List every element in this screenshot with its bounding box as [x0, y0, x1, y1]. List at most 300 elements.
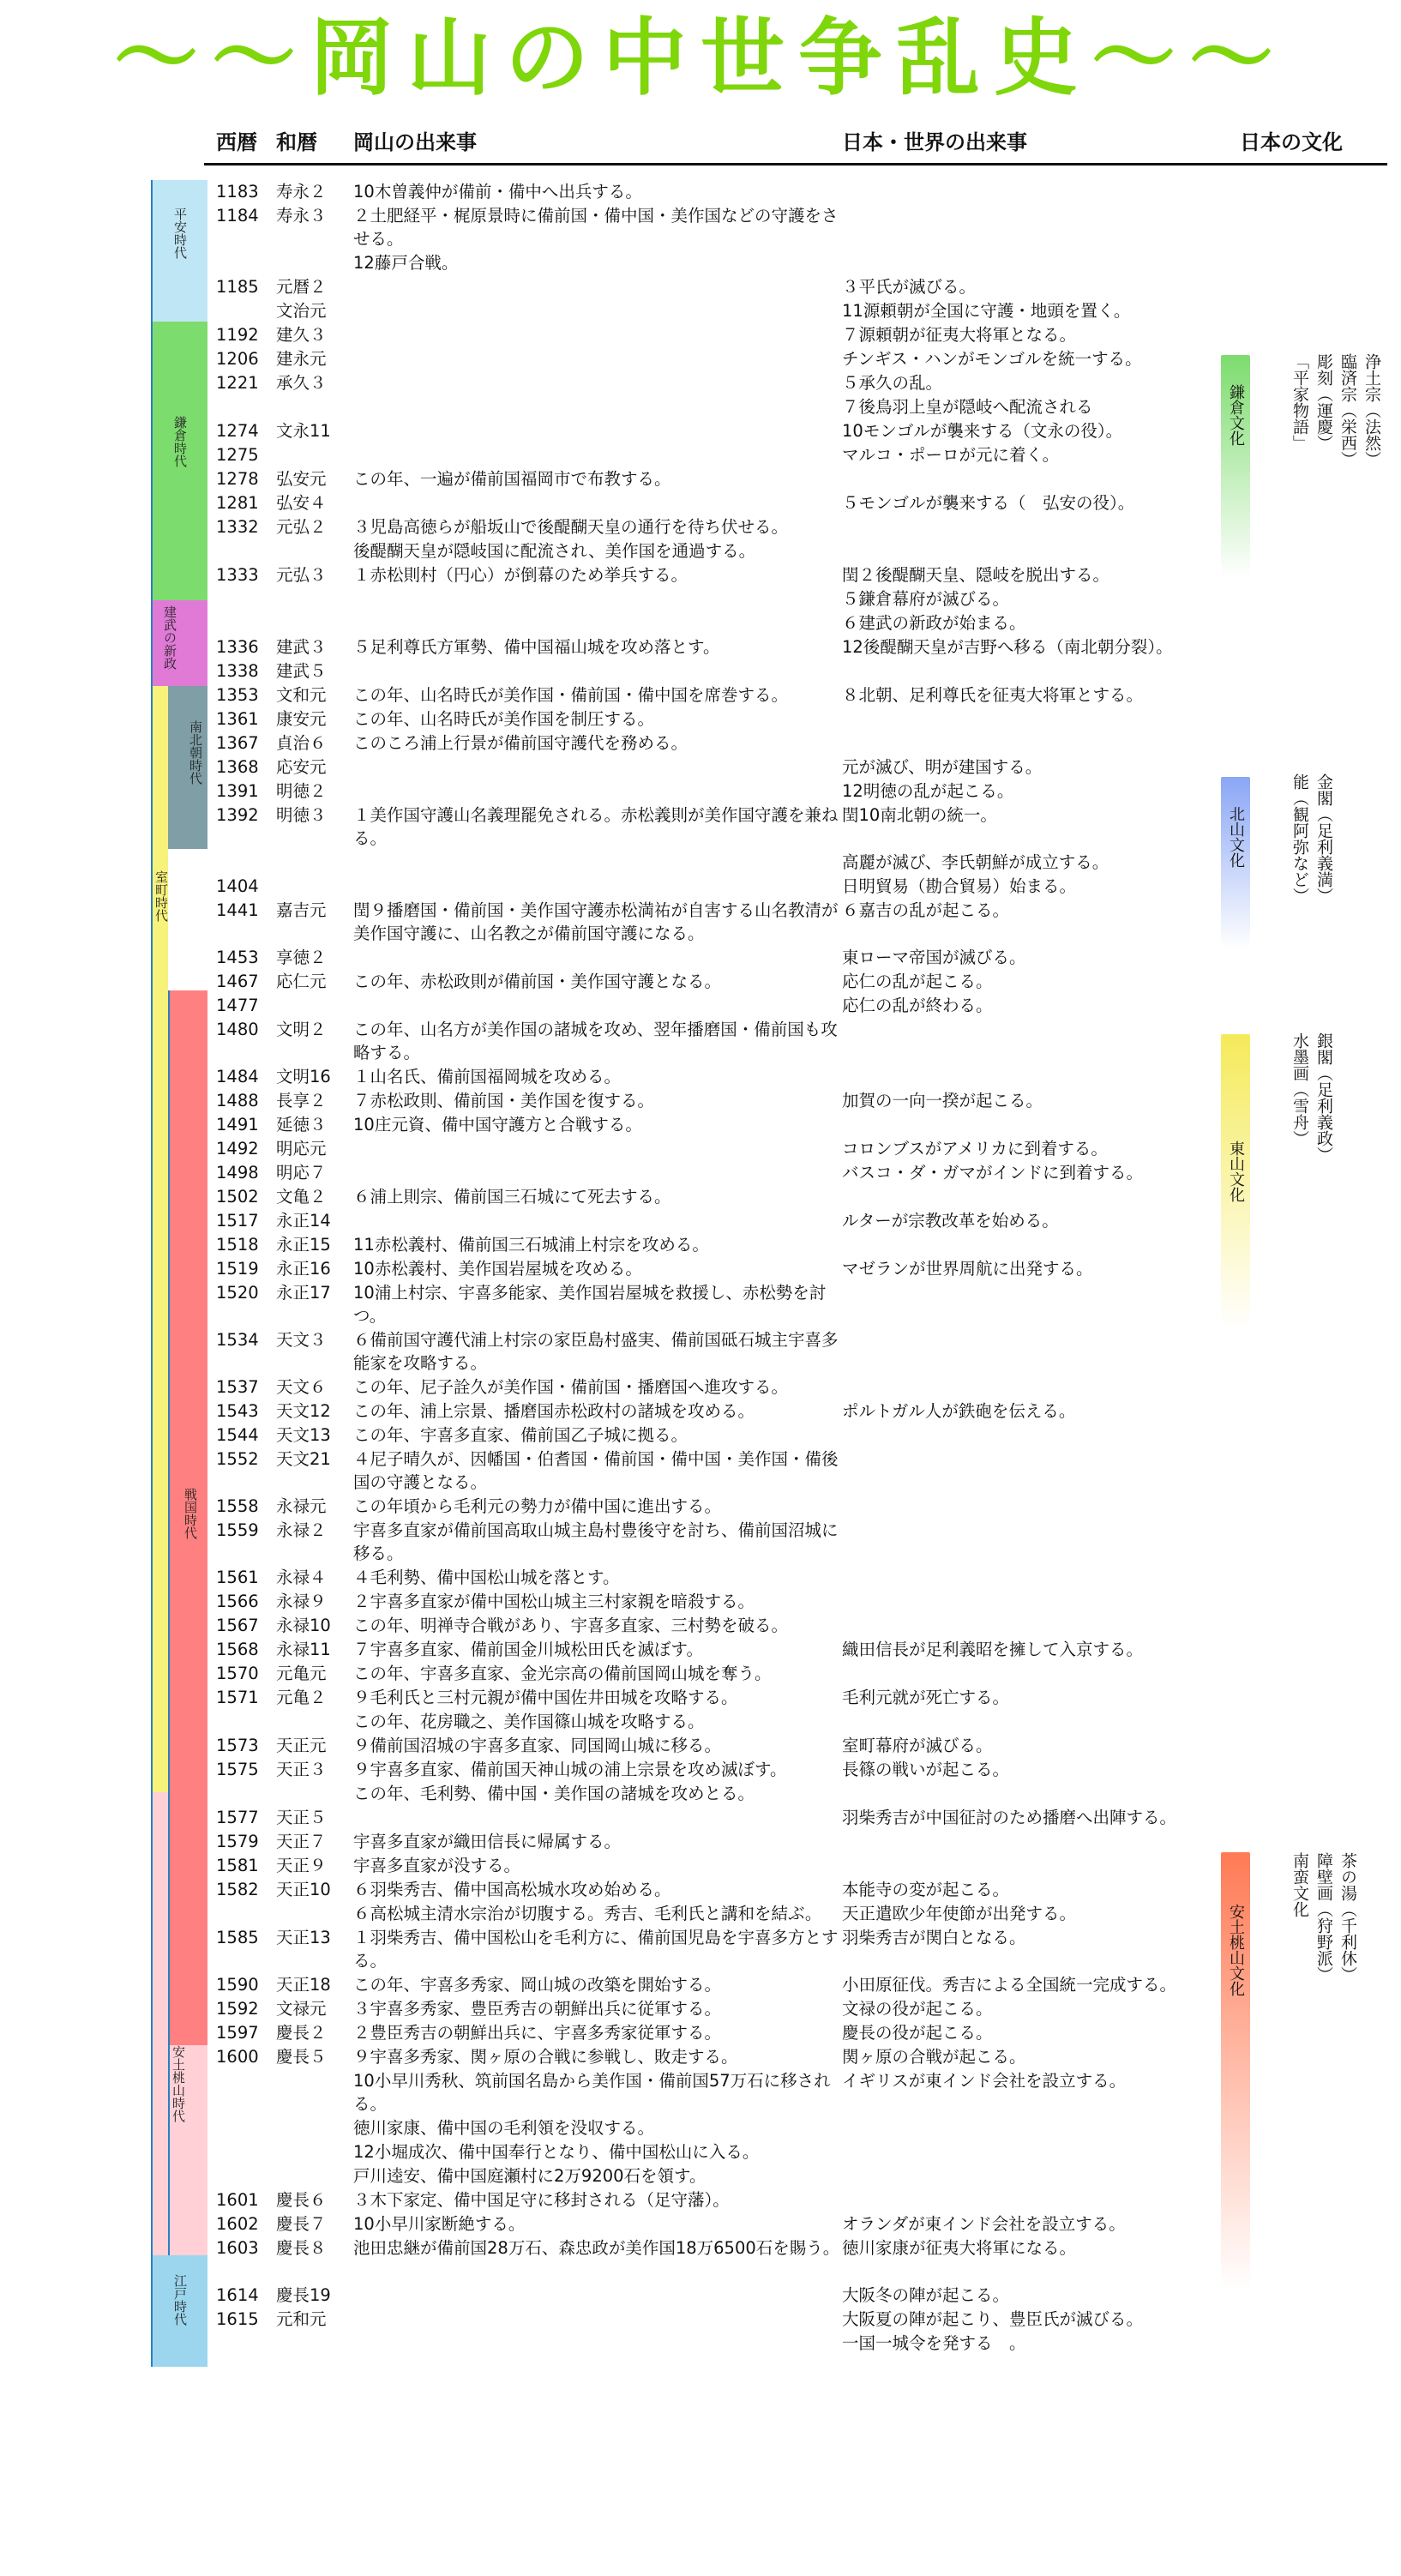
okayama-event-cell: この年、花房職之、美作国篠山城を攻略する。 [353, 1712, 705, 1731]
table-row [216, 1782, 1288, 1805]
world-event-cell: 慶長の役が起こる。 [842, 2023, 993, 2043]
year-cell: 1278 [216, 469, 259, 489]
world-event-cell: オランダが東インド会社を設立する。 [842, 2214, 1126, 2234]
wareki-cell: 天正９ [276, 1856, 327, 1875]
year-cell: 1333 [216, 565, 259, 585]
wareki-cell: 天正５ [276, 1808, 327, 1827]
table-row [216, 515, 1288, 539]
world-event-cell: 織田信長が足利義昭を擁して入京する。 [842, 1640, 1144, 1659]
okayama-event-cell: 宇喜多直家が織田信長に帰属する。 [353, 1832, 622, 1851]
table-row [216, 1281, 1288, 1327]
wareki-cell: 天正18 [276, 1975, 331, 1995]
table-row [216, 683, 1288, 707]
table-row [216, 2308, 1288, 2331]
header-culture: 日本の文化 [1240, 130, 1343, 154]
world-event-cell: 応仁の乱が終わる。 [842, 996, 993, 1015]
year-cell: 1480 [216, 1020, 259, 1039]
era-nanbokucho: 南北朝時代 [151, 686, 207, 849]
table-row [216, 1758, 1288, 1781]
header-okayama: 岡山の出来事 [353, 130, 477, 154]
table-row [216, 611, 1288, 635]
okayama-event-cell: 10木曽義仲が備前・備中へ出兵する。 [353, 182, 642, 202]
table-row [216, 899, 1288, 945]
world-event-cell: コロンブスがアメリカに到着する。 [842, 1139, 1108, 1159]
okayama-event-cell: この年、赤松政則が備前国・美作国守護となる。 [353, 972, 722, 991]
world-event-cell: ５鎌倉幕府が滅びる。 [842, 589, 1010, 609]
table-row [216, 1065, 1288, 1088]
table-row [216, 443, 1288, 466]
year-cell: 1579 [216, 1832, 259, 1851]
table-row [216, 419, 1288, 442]
wareki-cell: 文明16 [276, 1067, 331, 1086]
year-cell: 1614 [216, 2285, 259, 2305]
okayama-event-cell: １羽柴秀吉、備中国松山を毛利方に、備前国児島を宇喜多方とする。 [353, 1928, 839, 1971]
okayama-event-cell: この年、尼子詮久が美作国・備前国・播磨国へ進攻する。 [353, 1377, 789, 1397]
wareki-cell: 慶長８ [276, 2238, 327, 2258]
table-row [216, 2236, 1288, 2283]
era-kenmu: 建武の新政 [151, 600, 207, 686]
world-event-cell: 加賀の一向一揆が起こる。 [842, 1091, 1043, 1110]
year-cell: 1206 [216, 349, 259, 369]
okayama-event-cell: 10庄元資、備中国守護方と合戦する。 [353, 1115, 642, 1135]
year-cell: 1221 [216, 373, 259, 393]
era-azuchi-momoyama: 安土桃山時代 [168, 2045, 207, 2255]
wareki-cell: 明応元 [276, 1139, 327, 1159]
table-row [216, 946, 1288, 969]
wareki-cell: 慶長２ [276, 2023, 327, 2043]
year-cell: 1518 [216, 1235, 259, 1255]
okayama-event-cell: ７宇喜多直家、備前国金川城松田氏を滅ぼす。 [353, 1640, 703, 1659]
table-row [216, 2021, 1288, 2044]
okayama-event-cell: 後醍醐天皇が隠岐国に配流され、美作国を通過する。 [353, 541, 756, 561]
okayama-event-cell: この年、一遍が備前国福岡市で布教する。 [353, 469, 671, 489]
year-cell: 1484 [216, 1067, 259, 1086]
table-row [216, 2332, 1288, 2355]
world-event-cell: ポルトガル人が鉄砲を伝える。 [842, 1401, 1076, 1421]
year-cell: 1453 [216, 948, 259, 967]
world-event-cell: ６嘉吉の乱が起こる。 [842, 900, 1010, 920]
wareki-cell: 天正13 [276, 1928, 331, 1947]
okayama-event-cell: ２宇喜多直家が備中国松山城主三村家親を暗殺する。 [353, 1592, 755, 1611]
wareki-cell: 永禄10 [276, 1616, 331, 1635]
wareki-cell: 貞治６ [276, 733, 327, 753]
okayama-event-cell: 徳川家康、備中国の毛利領を没収する。 [353, 2118, 655, 2138]
year-cell: 1332 [216, 517, 259, 537]
table-row [216, 1375, 1288, 1399]
wareki-cell: 天文３ [276, 1330, 327, 1350]
year-cell: 1597 [216, 2023, 259, 2043]
okayama-event-cell: 10小早川秀秋、筑前国名島から美作国・備前国57万石に移される。 [353, 2071, 831, 2114]
table-row [216, 2188, 1288, 2212]
year-cell: 1477 [216, 996, 259, 1015]
header-divider [204, 163, 1387, 166]
year-cell: 1274 [216, 421, 259, 441]
header-seireki: 西暦 [216, 130, 257, 154]
world-event-cell: 一国一城令を発する 。 [842, 2333, 1026, 2353]
world-event-cell: 毛利元就が死亡する。 [842, 1688, 1010, 1707]
table-row [216, 1926, 1288, 1972]
year-cell: 1184 [216, 206, 259, 226]
wareki-cell: 天正10 [276, 1880, 331, 1899]
wareki-cell: 永正14 [276, 1211, 331, 1231]
year-cell: 1561 [216, 1568, 259, 1587]
table-row [216, 1209, 1288, 1232]
world-event-cell: 羽柴秀吉が中国征討のため播磨へ出陣する。 [842, 1808, 1177, 1827]
wareki-cell: 明徳３ [276, 805, 327, 825]
year-cell: 1592 [216, 1999, 259, 2019]
okayama-event-cell: ３宇喜多秀家、豊臣秀吉の朝鮮出兵に従軍する。 [353, 1999, 722, 2019]
world-event-cell: 東ローマ帝国が滅びる。 [842, 948, 1026, 967]
okayama-event-cell: 12藤戸合戦。 [353, 253, 459, 273]
table-row [216, 875, 1288, 898]
wareki-cell: 建武３ [276, 637, 327, 657]
okayama-event-cell: ９宇喜多直家、備前国天神山城の浦上宗景を攻め滅ぼす。 [353, 1760, 787, 1779]
world-event-cell: 本能寺の変が起こる。 [842, 1880, 1010, 1899]
world-event-cell: イギリスが東インド会社を設立する。 [842, 2071, 1127, 2091]
era-heian: 平安時代 [151, 180, 207, 322]
year-cell: 1570 [216, 1664, 259, 1683]
wareki-cell: 天文12 [276, 1401, 331, 1421]
year-cell: 1582 [216, 1880, 259, 1899]
year-cell: 1520 [216, 1283, 259, 1303]
world-event-cell: ５承久の乱。 [842, 373, 943, 393]
wareki-cell: 元和元 [276, 2309, 327, 2329]
year-cell: 1567 [216, 1616, 259, 1635]
table-row [216, 1638, 1288, 1661]
wareki-cell: 明徳２ [276, 781, 327, 801]
table-row [216, 1495, 1288, 1518]
table-row [216, 731, 1288, 755]
table-row [216, 2045, 1288, 2068]
header-world: 日本・世界の出来事 [842, 130, 1027, 154]
world-event-cell: 日明貿易（勘合貿易）始まる。 [842, 876, 1077, 896]
year-cell: 1353 [216, 685, 259, 705]
year-cell: 1581 [216, 1856, 259, 1875]
year-cell: 1492 [216, 1139, 259, 1159]
era-kamakura: 鎌倉時代 [151, 322, 207, 600]
wareki-cell: 明応７ [276, 1163, 327, 1183]
okayama-event-cell: ９備前国沼城の宇喜多直家、同国岡山城に移る。 [353, 1736, 722, 1755]
table-row [216, 323, 1288, 346]
world-event-cell: 10モンゴルが襲来する（文永の役）。 [842, 421, 1123, 441]
world-event-cell: マルコ・ポーロが元に着く。 [842, 445, 1060, 465]
year-cell: 1183 [216, 182, 259, 202]
okayama-event-cell: ９宇喜多秀家、関ヶ原の合戦に参戦し、敗走する。 [353, 2047, 738, 2067]
table-row [216, 1878, 1288, 1901]
year-cell: 1498 [216, 1163, 259, 1183]
table-row [216, 1997, 1288, 2020]
table-row [216, 371, 1288, 394]
table-row [216, 994, 1288, 1017]
world-event-cell: 長篠の戦いが起こる。 [842, 1760, 1010, 1779]
wareki-cell: 永禄元 [276, 1496, 327, 1516]
wareki-cell: 天文13 [276, 1425, 331, 1445]
wareki-cell: 嘉吉元 [276, 900, 327, 920]
okayama-event-cell: ３児島高徳らが船坂山で後醍醐天皇の通行を待ち伏せる。 [353, 517, 789, 537]
table-row [216, 1233, 1288, 1256]
era-axis [151, 180, 207, 2478]
world-event-cell: ７後鳥羽上皇が隠岐へ配流される [842, 397, 1093, 417]
world-event-cell: 閏10南北朝の統一。 [842, 805, 997, 825]
world-event-cell: ３平氏が滅びる。 [842, 277, 977, 297]
table-row [216, 1018, 1288, 1064]
table-row [216, 1614, 1288, 1637]
year-cell: 1575 [216, 1760, 259, 1779]
wareki-cell: 元亀２ [276, 1688, 327, 1707]
table-row [216, 1710, 1288, 1733]
okayama-event-cell: １山名氏、備前国福岡城を攻める。 [353, 1067, 622, 1086]
table-row [216, 970, 1288, 993]
okayama-event-cell: この年、宇喜多秀家、岡山城の改築を開始する。 [353, 1975, 722, 1995]
year-cell: 1361 [216, 709, 259, 729]
table-row [216, 467, 1288, 491]
table-row [216, 1137, 1288, 1160]
year-cell: 1441 [216, 900, 259, 920]
okayama-event-cell: 戸川逵安、備中国庭瀬村に2万9200石を領す。 [353, 2166, 707, 2186]
world-event-cell: チンギス・ハンがモンゴルを統一する。 [842, 349, 1142, 369]
year-cell: 1577 [216, 1808, 259, 1827]
okayama-event-cell: 池田忠継が備前国28万石、森忠政が美作国18万6500石を賜う。 [353, 2238, 840, 2258]
year-cell: 1585 [216, 1928, 259, 1947]
okayama-event-cell: この年、山名方が美作国の諸城を攻め、翌年播磨国・備前国も攻略する。 [353, 1020, 838, 1062]
wareki-cell: 享徳２ [276, 948, 327, 967]
column-header [0, 127, 1401, 165]
table-row [216, 2164, 1288, 2188]
table-row [216, 1113, 1288, 1136]
table-row [216, 2212, 1288, 2236]
table-row [216, 635, 1288, 659]
year-cell: 1502 [216, 1187, 259, 1207]
okayama-event-cell: 12小堀成次、備中国奉行となり、備中国松山に入る。 [353, 2142, 760, 2162]
table-row [216, 1590, 1288, 1613]
wareki-cell: 慶長５ [276, 2047, 327, 2067]
table-row [216, 1447, 1288, 1494]
year-cell: 1534 [216, 1330, 259, 1350]
table-row [216, 563, 1288, 587]
okayama-event-cell: この年、浦上宗景、播磨国赤松政村の諸城を攻める。 [353, 1401, 755, 1421]
okayama-event-cell: ６浦上則宗、備前国三石城にて死去する。 [353, 1187, 671, 1207]
okayama-event-cell: ５足利尊氏方軍勢、備中国福山城を攻め落とす。 [353, 637, 720, 657]
wareki-cell: 永禄９ [276, 1592, 327, 1611]
era-azuchi-shade [151, 1792, 168, 2255]
world-event-cell: 関ヶ原の合戦が起こる。 [842, 2047, 1026, 2067]
wareki-cell: 弘安元 [276, 469, 327, 489]
okayama-event-cell: ６羽柴秀吉、備中国高松城水攻め始める。 [353, 1880, 671, 1899]
okayama-event-cell: 宇喜多直家が備前国高取山城主島村豊後守を討ち、備前国沼城に移る。 [353, 1520, 839, 1563]
wareki-cell: 慶長19 [276, 2285, 331, 2305]
okayama-event-cell: 11赤松義村、備前国三石城浦上村宗を攻める。 [353, 1235, 709, 1255]
world-event-cell: 小田原征伐。秀吉による全国統一完成する。 [842, 1975, 1177, 1995]
table-row [216, 1423, 1288, 1447]
okayama-event-cell: 10浦上村宗、宇喜多能家、美作国岩屋城を救援し、赤松勢を討つ。 [353, 1283, 827, 1326]
okayama-event-cell: ６備前国守護代浦上村宗の家臣島村盛実、備前国砥石城主宇喜多能家を攻略する。 [353, 1330, 839, 1373]
wareki-cell: 承久３ [276, 373, 327, 393]
table-row [216, 1686, 1288, 1709]
year-cell: 1192 [216, 325, 259, 345]
table-row [216, 539, 1288, 563]
okayama-event-cell: この年頃から毛利元の勢力が備中国に進出する。 [353, 1496, 722, 1516]
table-row [216, 204, 1288, 250]
year-cell: 1338 [216, 661, 259, 681]
okayama-event-cell: この年、宇喜多直家、備前国乙子城に拠る。 [353, 1425, 688, 1445]
table-row [216, 707, 1288, 731]
wareki-cell: 元亀元 [276, 1664, 327, 1683]
year-cell: 1590 [216, 1975, 259, 1995]
wareki-cell: 天正７ [276, 1832, 327, 1851]
wareki-cell: 文明２ [276, 1020, 327, 1039]
wareki-cell: 建久３ [276, 325, 327, 345]
okayama-event-cell: ７赤松政則、備前国・美作国を復する。 [353, 1091, 655, 1110]
okayama-event-cell: ２豊臣秀吉の朝鮮出兵に、宇喜多秀家従軍する。 [353, 2023, 722, 2043]
table-row [216, 1399, 1288, 1423]
wareki-cell: 康安元 [276, 709, 327, 729]
table-row [216, 275, 1288, 298]
table-row [216, 659, 1288, 683]
table-row [216, 1973, 1288, 1996]
wareki-cell: 天正３ [276, 1760, 327, 1779]
year-cell: 1467 [216, 972, 259, 991]
okayama-event-cell: ９毛利氏と三村元親が備中国佐井田城を攻略する。 [353, 1688, 738, 1707]
wareki-cell: 寿永３ [276, 206, 327, 226]
year-cell: 1543 [216, 1401, 259, 1421]
table-row [216, 851, 1288, 874]
world-event-cell: ルターが宗教改革を始める。 [842, 1211, 1059, 1231]
wareki-cell: 永禄11 [276, 1640, 331, 1659]
wareki-cell: 文永11 [276, 421, 331, 441]
year-cell: 1601 [216, 2190, 259, 2210]
okayama-event-cell: １美作国守護山名義理罷免される。赤松義則が美作国守護を兼ねる。 [353, 805, 839, 848]
table-row [216, 251, 1288, 274]
table-row [216, 1830, 1288, 1853]
okayama-event-cell: ４尼子晴久が、因幡国・伯耆国・備前国・備中国・美作国・備後国の守護となる。 [353, 1449, 839, 1492]
okayama-event-cell: 10小早川家断絶する。 [353, 2214, 526, 2234]
year-cell: 1275 [216, 445, 259, 465]
world-event-cell: ８北朝、足利尊氏を征夷大将軍とする。 [842, 685, 1144, 705]
world-event-cell: 天正遣欧少年使節が出発する。 [842, 1904, 1077, 1923]
table-row [216, 1519, 1288, 1565]
wareki-cell: 永正17 [276, 1283, 331, 1303]
year-cell: 1404 [216, 876, 259, 896]
table-row [216, 2140, 1288, 2164]
world-event-cell: 文禄の役が起こる。 [842, 1999, 993, 2019]
world-event-cell: 高麗が滅び、李氏朝鮮が成立する。 [842, 852, 1109, 872]
wareki-cell: 慶長６ [276, 2190, 327, 2210]
okayama-event-cell: ４毛利勢、備中国松山城を落とす。 [353, 1568, 620, 1587]
table-row [216, 2069, 1288, 2116]
wareki-cell: 文亀２ [276, 1187, 327, 1207]
era-edo: 江戸時代 [151, 2255, 207, 2367]
world-event-cell: 12明徳の乱が起こる。 [842, 781, 1014, 801]
year-cell: 1552 [216, 1449, 259, 1469]
wareki-cell: 天文21 [276, 1449, 331, 1469]
year-cell: 1615 [216, 2309, 259, 2329]
wareki-cell: 応仁元 [276, 972, 327, 991]
okayama-event-cell: １赤松則村（円心）が倒幕のため挙兵する。 [353, 565, 688, 585]
year-cell: 1519 [216, 1259, 259, 1279]
wareki-cell: 永禄２ [276, 1520, 327, 1540]
wareki-cell: 弘安４ [276, 493, 327, 513]
world-event-cell: 羽柴秀吉が関白となる。 [842, 1928, 1026, 1947]
wareki-cell: 永正16 [276, 1259, 331, 1279]
okayama-event-cell: ２土肥経平・梶原景時に備前国・備中国・美作国などの守護をさせる。 [353, 206, 839, 249]
world-event-cell: ７源頼朝が征夷大将軍となる。 [842, 325, 1077, 345]
table-row [216, 1257, 1288, 1280]
year-cell: 1336 [216, 637, 259, 657]
okayama-event-cell: この年、山名時氏が美作国を制圧する。 [353, 709, 655, 729]
table-row [216, 180, 1288, 203]
wareki-cell: 建永元 [276, 349, 327, 369]
wareki-cell: 慶長７ [276, 2214, 327, 2234]
wareki-cell: 延徳３ [276, 1115, 327, 1135]
okayama-event-cell: この年、明禅寺合戦があり、宇喜多直家、三村勢を破る。 [353, 1616, 789, 1635]
world-event-cell: ５モンゴルが襲来する（ 弘安の役）。 [842, 493, 1135, 513]
table-row [216, 803, 1288, 850]
era-sengoku: 戦国時代 [168, 990, 207, 2045]
table-row [216, 1566, 1288, 1589]
header-wareki: 和暦 [276, 130, 317, 154]
wareki-cell: 元暦２ [276, 277, 327, 297]
era-muromachi: 室町時代 [151, 686, 168, 1792]
table-row [216, 347, 1288, 370]
okayama-event-cell: ６高松城主清水宗治が切腹する。秀吉、毛利氏と講和を結ぶ。 [353, 1904, 822, 1923]
year-cell: 1566 [216, 1592, 259, 1611]
wareki-cell: 永正15 [276, 1235, 331, 1255]
table-row [216, 2284, 1288, 2307]
year-cell: 1391 [216, 781, 259, 801]
table-row [216, 1089, 1288, 1112]
world-event-cell: 徳川家康が征夷大将軍になる。 [842, 2238, 1077, 2258]
world-event-cell: 応仁の乱が起こる。 [842, 972, 993, 991]
table-row [216, 779, 1288, 803]
table-row [216, 1662, 1288, 1685]
year-cell: 1568 [216, 1640, 259, 1659]
year-cell: 1367 [216, 733, 259, 753]
world-event-cell: 11源頼朝が全国に守護・地頭を置く。 [842, 301, 1131, 321]
year-cell: 1488 [216, 1091, 259, 1110]
year-cell: 1573 [216, 1736, 259, 1755]
okayama-event-cell: 閏９播磨国・備前国・美作国守護赤松満祐が自害する山名教清が美作国守護に、山名教之が備前国守護になる。 [353, 900, 839, 943]
table-row [216, 755, 1288, 779]
wareki-cell: 文禄元 [276, 1999, 327, 2019]
year-cell: 1558 [216, 1496, 259, 1516]
table-row [216, 1185, 1288, 1208]
world-event-cell: バスコ・ダ・ガマがインドに到着する。 [842, 1163, 1144, 1183]
year-cell: 1559 [216, 1520, 259, 1540]
wareki-cell: 永禄４ [276, 1568, 327, 1587]
year-cell: 1544 [216, 1425, 259, 1445]
table-row [216, 299, 1288, 322]
table-row [216, 1902, 1288, 1925]
table-row [216, 587, 1288, 611]
table-row [216, 1734, 1288, 1757]
year-cell: 1517 [216, 1211, 259, 1231]
okayama-event-cell: 10赤松義村、美作国岩屋城を攻める。 [353, 1259, 642, 1279]
year-cell: 1603 [216, 2238, 259, 2258]
wareki-cell: 建武５ [276, 661, 327, 681]
year-cell: 1281 [216, 493, 259, 513]
world-event-cell: 閏２後醍醐天皇、隠岐を脱出する。 [842, 565, 1110, 585]
world-event-cell: マゼランが世界周航に出発する。 [842, 1259, 1093, 1279]
okayama-event-cell: ３木下家定、備中国足守に移封される（足守藩）。 [353, 2190, 730, 2210]
year-cell: 1491 [216, 1115, 259, 1135]
year-cell: 1368 [216, 757, 259, 777]
okayama-event-cell: この年、毛利勢、備中国・美作国の諸城を攻めとる。 [353, 1784, 755, 1803]
wareki-cell: 天文６ [276, 1377, 327, 1397]
okayama-event-cell: この年、山名時氏が美作国・備前国・備中国を席巻する。 [353, 685, 789, 705]
culture-column: 鎌倉文化 浄土宗（法然） 臨済宗（栄西） 彫刻（運慶） 「平家物語」 北山文化 金閣（足利義満） 能（観阿弥など） 東山文化 銀閣（足利義政） 水墨画（雪舟） 安土桃山文化 茶の湯（千利休） 障壁画（狩野派） 南蛮文化 [1218, 0, 1398, 2576]
world-event-cell: 大阪夏の陣が起こり、豊臣氏が滅びる。 [842, 2309, 1144, 2329]
wareki-cell: 文治元 [276, 301, 327, 321]
